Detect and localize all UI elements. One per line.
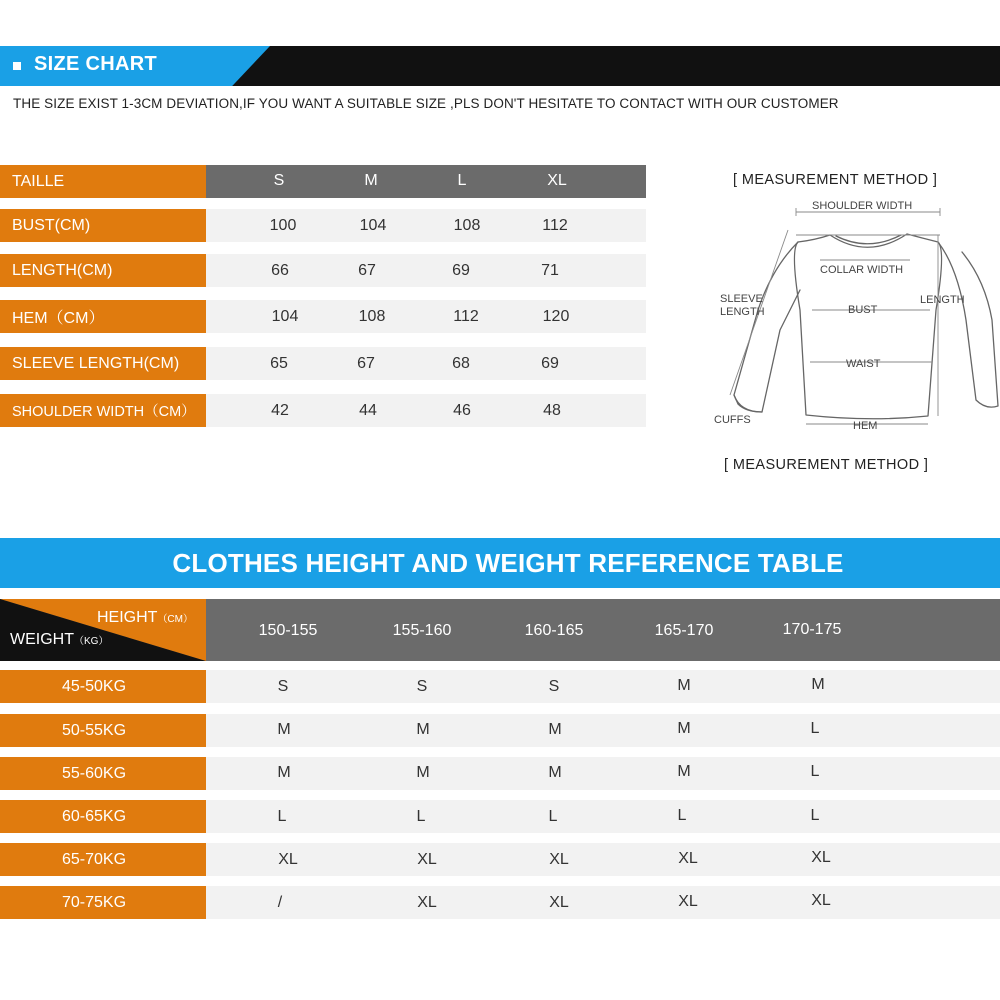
size-header-bar xyxy=(206,165,646,198)
table-cell: 69 xyxy=(452,262,470,279)
table-cell: 112 xyxy=(453,308,479,325)
table-cell: 46 xyxy=(453,402,471,419)
weight-row-label: 55-60KG xyxy=(0,757,206,790)
table-cell: L xyxy=(548,808,558,825)
table-row xyxy=(206,670,1000,703)
table-cell: XL xyxy=(278,851,298,868)
table-cell: M xyxy=(277,721,291,738)
table-cell: 104 xyxy=(359,217,387,234)
height-unit: （CM） xyxy=(157,614,193,625)
table-cell: 42 xyxy=(271,402,289,419)
table-row xyxy=(206,843,1000,876)
height-col-header: 165-170 xyxy=(654,622,714,639)
table-cell: 108 xyxy=(453,217,481,234)
table-cell: 68 xyxy=(452,355,470,372)
table-cell: M xyxy=(416,764,430,781)
weight-axis-label xyxy=(10,631,108,649)
table-cell: 67 xyxy=(358,262,376,279)
table-cell: XL xyxy=(811,849,831,866)
table-cell: L xyxy=(677,807,687,824)
label-waist: WAIST xyxy=(846,358,881,370)
weight-row-label: 70-75KG xyxy=(0,886,206,919)
table-cell: S xyxy=(548,678,560,695)
deviation-notice: THE SIZE EXIST 1-3CM DEVIATION,IF YOU WANT A SUITABLE SIZE ,PLS DON'T HESITATE TO CONTACT WITH OUR CUSTOMER xyxy=(13,96,839,111)
table-cell: XL xyxy=(417,851,437,868)
table-cell: XL xyxy=(417,894,437,911)
table-cell: M xyxy=(677,720,691,737)
table-cell: XL xyxy=(678,850,698,867)
table-cell: 100 xyxy=(269,217,297,234)
table-cell: L xyxy=(416,808,426,825)
height-col-header: 170-175 xyxy=(782,621,842,638)
height-label: HEIGHT xyxy=(96,609,158,626)
table-cell: XL xyxy=(678,893,698,910)
shirt-diagram-icon xyxy=(700,190,1000,450)
table-cell: L xyxy=(810,763,820,780)
label-sleeve-length: LENGTH xyxy=(720,306,765,318)
label-length: LENGTH xyxy=(920,294,965,306)
label-hem: HEM xyxy=(853,420,878,432)
weight-row-label: 60-65KG xyxy=(0,800,206,833)
table-cell: 65 xyxy=(270,355,288,372)
weight-row-label: 45-50KG xyxy=(0,670,206,703)
table-cell: XL xyxy=(549,851,569,868)
label-collar-width: COLLAR WIDTH xyxy=(820,264,904,276)
measurement-method-caption: [ MEASUREMENT METHOD ] xyxy=(724,457,929,473)
table-row xyxy=(206,800,1000,833)
weight-unit: （KG） xyxy=(74,636,109,647)
table-cell: 67 xyxy=(357,355,375,372)
table-cell: 48 xyxy=(543,402,561,419)
page-title: SIZE CHART xyxy=(34,53,157,75)
table-cell: L xyxy=(810,720,820,737)
weight-row-label: 50-55KG xyxy=(0,714,206,747)
size-col-header: M xyxy=(364,172,378,189)
table-cell: 44 xyxy=(359,402,377,419)
weight-label: WEIGHT xyxy=(10,631,74,648)
height-col-header: 155-160 xyxy=(392,622,452,639)
table-cell: 69 xyxy=(541,355,559,372)
table-cell: M xyxy=(677,677,691,694)
table-cell: M xyxy=(277,764,291,781)
reference-title: CLOTHES HEIGHT AND WEIGHT REFERENCE TABLE xyxy=(172,547,844,578)
square-bullet-icon xyxy=(13,62,21,70)
table-cell: L xyxy=(810,807,820,824)
weight-row-label: 65-70KG xyxy=(0,843,206,876)
table-cell: M xyxy=(811,676,825,693)
table-cell: M xyxy=(548,721,562,738)
row-label: HEM（CM） xyxy=(0,300,206,333)
label-bust: BUST xyxy=(848,304,878,316)
table-cell: XL xyxy=(549,894,569,911)
table-cell: S xyxy=(277,678,289,695)
table-cell: M xyxy=(416,721,430,738)
table-cell: 66 xyxy=(271,262,289,279)
table-row xyxy=(206,886,1000,919)
size-col-header: L xyxy=(457,172,467,189)
height-axis-label xyxy=(97,609,193,627)
table-row xyxy=(206,757,1000,790)
table-cell: M xyxy=(677,763,691,780)
label-sleeve-length: SLEEVE xyxy=(720,293,763,305)
table-cell: 108 xyxy=(358,308,386,325)
label-shoulder-width: SHOULDER WIDTH xyxy=(812,200,913,212)
height-col-header: 150-155 xyxy=(258,622,318,639)
table-cell: M xyxy=(548,764,562,781)
table-cell: 112 xyxy=(542,217,568,234)
height-col-header: 160-165 xyxy=(524,622,584,639)
row-label: SLEEVE LENGTH(CM) xyxy=(0,347,206,380)
table-cell: XL xyxy=(811,892,831,909)
table-cell: L xyxy=(277,808,287,825)
table-cell: 104 xyxy=(271,308,299,325)
table-row xyxy=(206,714,1000,747)
label-cuffs: CUFFS xyxy=(714,414,751,426)
table-cell: S xyxy=(416,678,428,695)
size-header-label: TAILLE xyxy=(0,165,206,198)
table-cell: 71 xyxy=(541,262,559,279)
size-col-header: XL xyxy=(547,172,567,189)
size-col-header: S xyxy=(273,172,285,189)
table-cell: 120 xyxy=(542,308,570,325)
row-label: BUST(CM) xyxy=(0,209,206,242)
row-label: LENGTH(CM) xyxy=(0,254,206,287)
table-cell: / xyxy=(277,894,283,911)
measurement-method-title: [ MEASUREMENT METHOD ] xyxy=(733,172,938,188)
row-label: SHOULDER WIDTH（CM） xyxy=(0,394,206,427)
